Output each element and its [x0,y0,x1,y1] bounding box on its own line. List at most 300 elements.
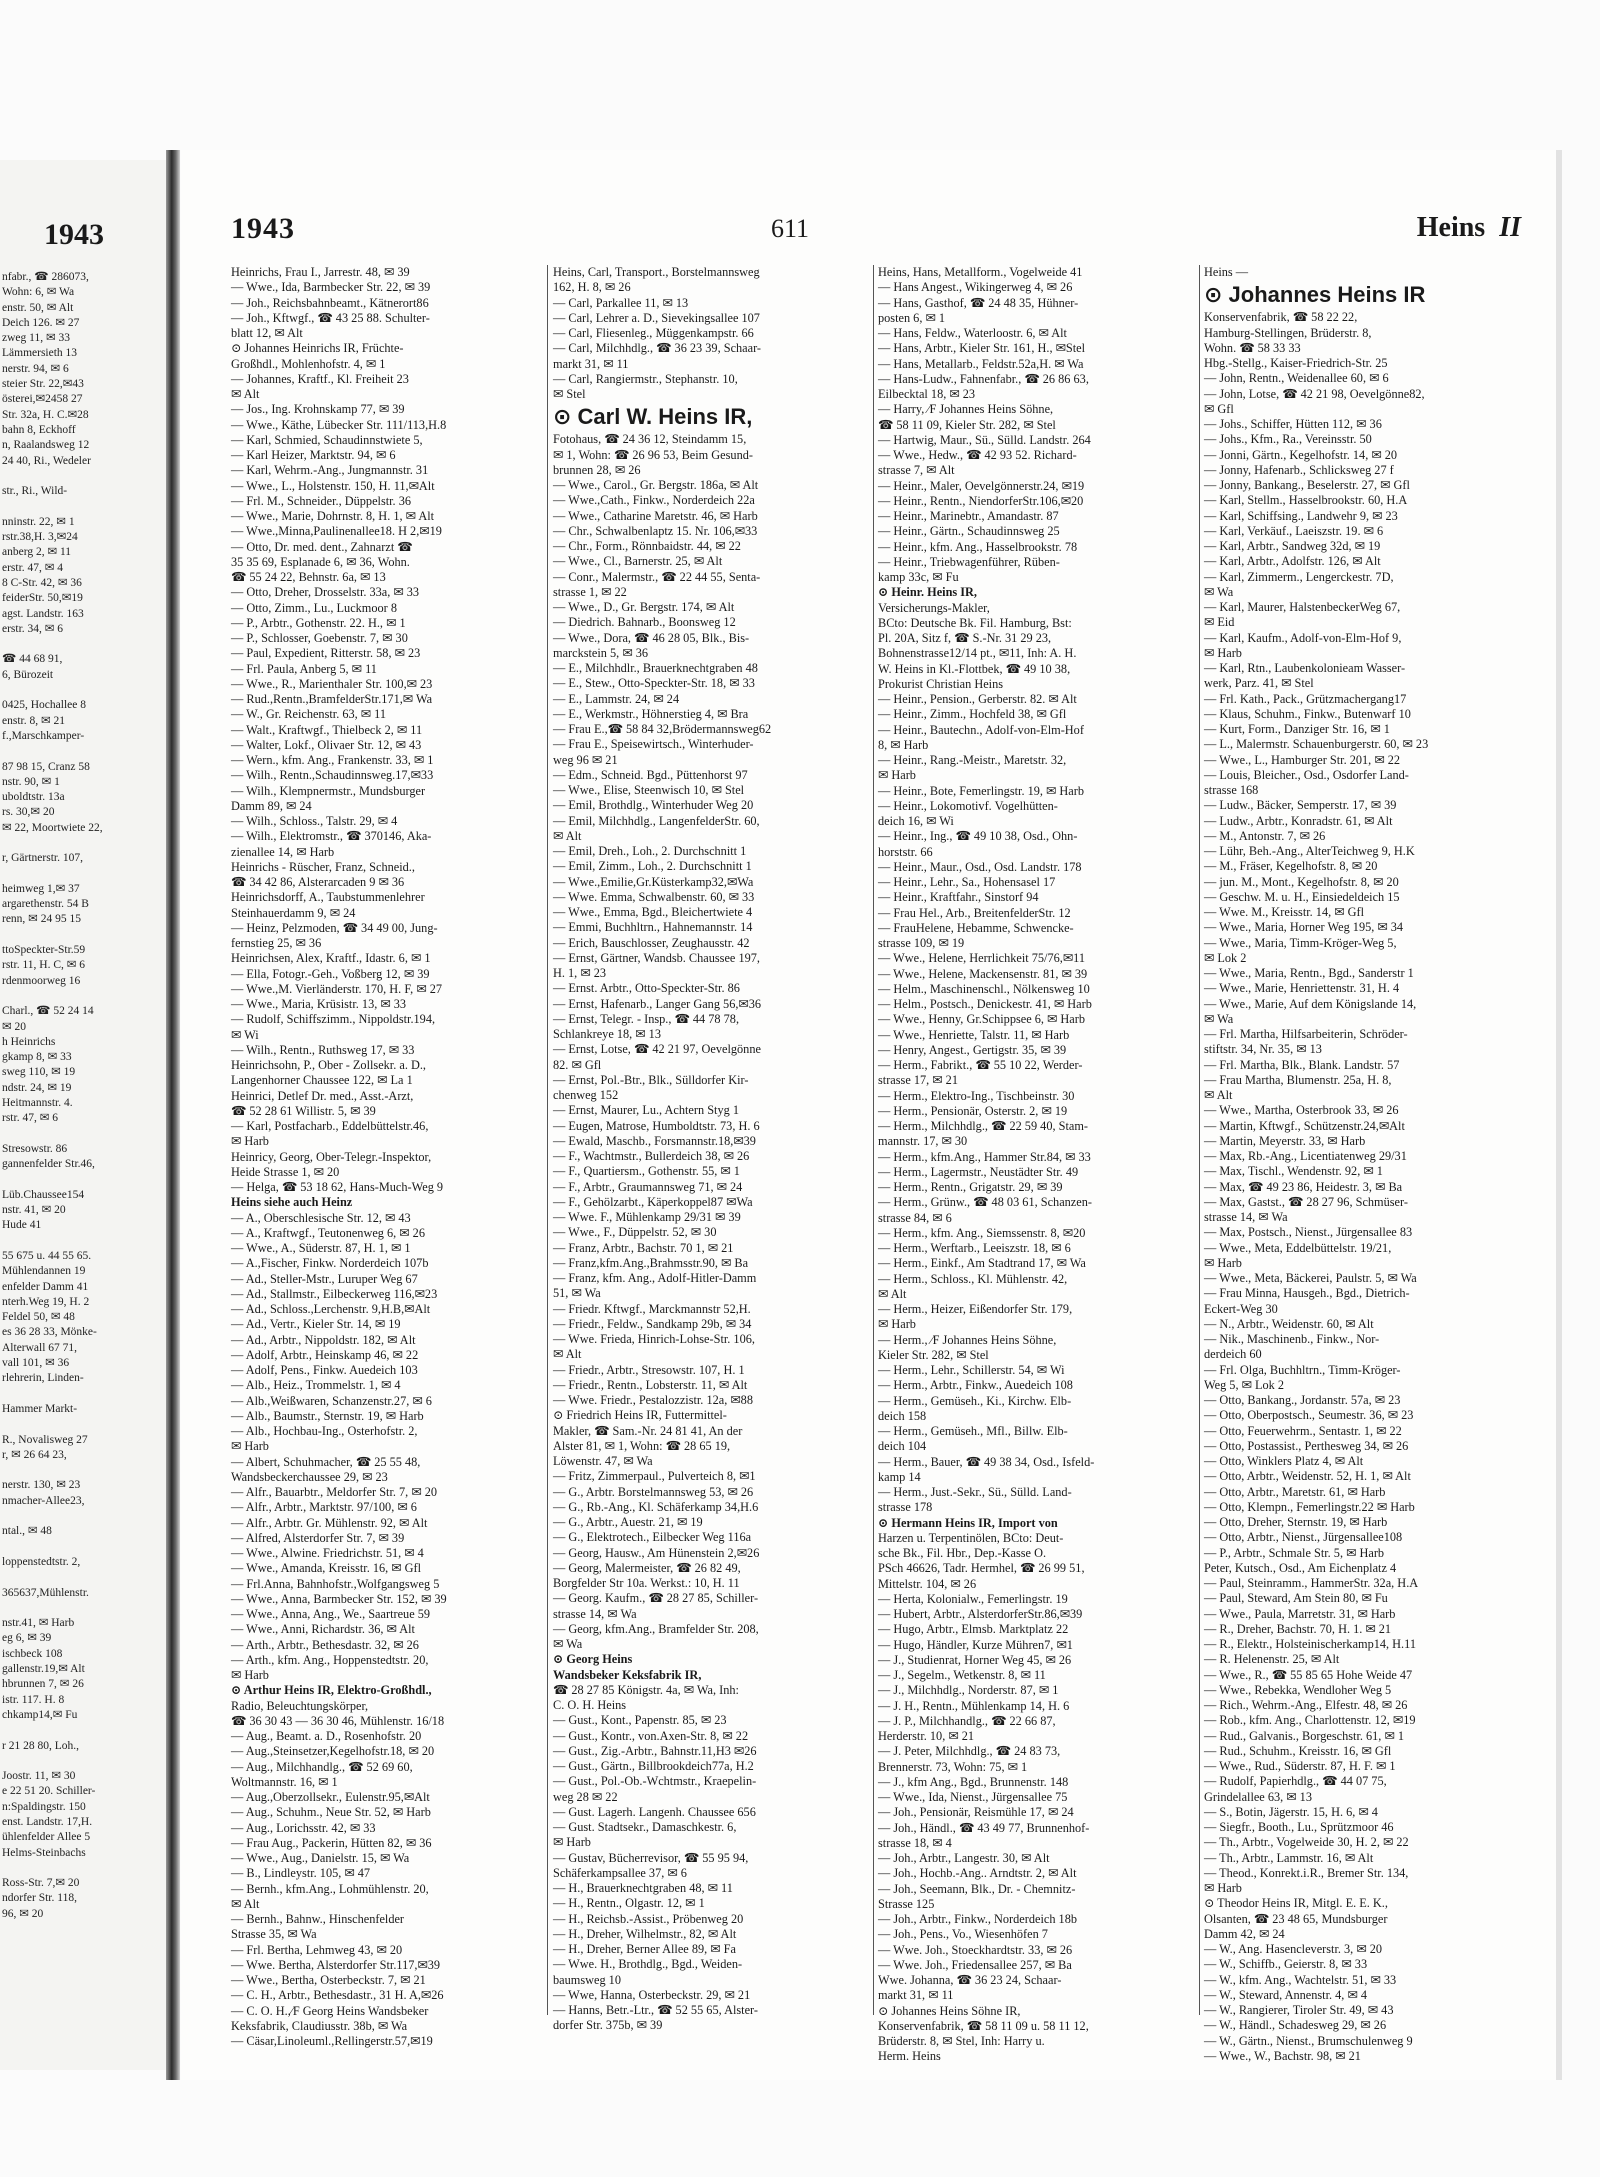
directory-entry-line: — P., Arbtr., Gothenstr. 22. H., ✉ 1 [231,615,406,630]
directory-entry-line: — Herta, Kolonialw., Femerlingstr. 19 [878,1591,1068,1606]
directory-entry-line: — H., Reichsb.-Assist., Pröbenweg 20 [553,1911,744,1926]
directory-entry-line: — Ernst, Hafenarb., Langer Gang 56,✉36 [553,996,762,1011]
previous-page-line [2,1570,166,1585]
directory-entry-line: Strasse 35, ✉ Wa [231,1927,317,1942]
previous-page-line: Wohn: 6, ✉ Wa [2,286,75,299]
previous-page-line: anberg 2, ✉ 11 [2,546,72,559]
directory-entry-line: — Bernh., Bahnw., Hinschenfelder [231,1912,405,1926]
directory-entry-line: ✉ Eid [1204,615,1235,630]
directory-entry-line: Heinrichs - Rüscher, Franz, Schneid., [231,859,415,874]
directory-entry-line: Wandsbeckerchaussee 29, ✉ 23 [231,1469,388,1484]
directory-entry-line: — Heinr., Zimm., Hochfeld 38, ✉ Gfl [878,707,1067,722]
directory-entry-line: — Heinr., Maur., Osd., Osd. Landstr. 178 [878,859,1082,874]
previous-page-line: ✉ 22, Moortwiete 22, [2,821,103,834]
directory-entry-line: — Otto, Arbtr., Weidenstr. 52, H. 1, ✉ Alt [1204,1469,1411,1484]
directory-entry-line: strasse 84, ✉ 6 [878,1210,952,1225]
directory-entry-line: deich 16, ✉ Wi [878,814,954,828]
directory-entry-line: — Wwe., Ida, Nienst., Jürgensallee 75 [878,1790,1068,1804]
directory-entry-line: — Hugo, Händler, Kurze Mühren7, ✉1 [878,1637,1073,1652]
previous-page-line: Mühlendannen 19 [2,1265,86,1278]
directory-entry-line: — Emil, Dreh., Loh., 2. Durchschnitt 1 [553,844,747,858]
directory-entry-line: — Ernst, Maurer, Lu., Achtern Styg 1 [553,1103,739,1118]
directory-entry-line: — Lühr, Beh.-Ang., AlterTeichweg 9, H.K [1204,844,1415,858]
directory-entry-line: ⊙ Friedrich Heins IR, Futtermittel- [553,1408,727,1423]
directory-entry-line: ☎ 52 28 61 Willistr. 5, ✉ 39 [231,1103,376,1118]
previous-page-line: ☎ 44 68 91, [2,653,63,666]
previous-page-line: Ross-Str. 7,✉ 20 [2,1877,80,1890]
directory-entry-line: ✉ 1, Wohn: ☎ 26 96 53, Beim Gesund- [553,447,753,462]
previous-page-line: 0425, Hochallee 8 [2,699,86,712]
directory-entry-line: Borgfelder Str 10a. Werkst.: 10, H. 11 [553,1576,740,1590]
previous-page-line: gkamp 8, ✉ 33 [2,1051,72,1064]
directory-entry-line: — Wwe., Maria, Horner Weg 195, ✉ 34 [1204,920,1404,935]
directory-entry-line: — Ewald, Maschb., Forsmannstr.18,✉39 [553,1133,756,1148]
directory-entry-line: — Karl, Wehrm.-Ang., Jungmannstr. 31 [231,463,429,478]
previous-page-line [2,637,166,652]
directory-entry-line: — Gust. Stadtsekr., Damaschkestr. 6, [553,1820,737,1834]
directory-entry-line: — Wwe., R., Marienthaler Str. 100,✉ 23 [231,676,433,691]
directory-entry-line: — Alfr., Arbtr., Marktstr. 97/100, ✉ 6 [231,1500,417,1515]
directory-entry-line: chenweg 152 [553,1088,619,1102]
directory-entry-line: — Wwe.,M. Vierländerstr. 170, H. F, ✉ 27 [231,981,443,996]
directory-entry-line: — Gust. Lagerh. Langenh. Chaussee 656 [553,1804,756,1819]
directory-entry-line: — Ad., Schloss.,Lerchenstr. 9,H.B,✉Alt [231,1302,431,1316]
directory-entry-line: — Frl. Bertha, Lehmweg 43, ✉ 20 [231,1942,403,1957]
directory-entry-line: ☎ 55 24 22, Behnstr. 6a, ✉ 13 [231,570,386,584]
directory-entry-line: — Herm., Grünw., ☎ 48 03 61, Schanzen- [878,1195,1092,1210]
directory-entry-line: — Herm., Rentn., Grigatstr. 29, ✉ 39 [878,1180,1063,1194]
directory-entry-line: — Arth., kfm. Ang., Hoppenstedtstr. 20, [231,1652,429,1667]
directory-entry-line: — Wwe., Maria, Timm-Kröger-Weg 5, [1204,935,1397,950]
directory-entry-line: ✉ Alt [1204,1088,1233,1102]
directory-entry-line: — Wilh., Schloss., Talstr. 29, ✉ 4 [231,814,398,828]
directory-entry-line: — Wwe., Helene, Herrlichkeit 75/76,✉11 [878,951,1085,966]
directory-entry-line: — Hans, Feldw., Waterloostr. 6, ✉ Alt [878,326,1067,340]
directory-entry-line: — A., Kraftwgf., Teutonenweg 6, ✉ 26 [231,1225,425,1240]
directory-entry-line: — M., Antonstr. 7, ✉ 26 [1204,828,1326,843]
directory-entry-line: — Franz, kfm. Ang., Adolf-Hitler-Damm [553,1271,757,1285]
previous-page-line [2,1509,166,1524]
directory-entry-line: ⊙ Theodor Heins IR, Mitgl. E. E. K., [1204,1896,1388,1911]
directory-entry-line: — Wwe., Käthe, Lübecker Str. 111/113,H.8 [231,417,447,432]
directory-entry-line: mannstr. 17, ✉ 30 [878,1134,968,1149]
previous-page-line: 365637,Mühlenstr. [2,1586,89,1599]
previous-page-line: ntal., ✉ 48 [2,1525,52,1538]
directory-entry-line: — Wwe., Amanda, Kreisstr. 16, ✉ Gfl [231,1561,422,1576]
directory-entry-line: — C. O. H.,⁄F Georg Heins Wandsbeker [231,2003,429,2018]
directory-entry-line: — Ludw., Bäcker, Semperstr. 17, ✉ 39 [1204,798,1397,813]
directory-entry-line: — Wwe., Catharine Maretstr. 46, ✉ Harb [553,508,758,523]
directory-entry-line: posten 6, ✉ 1 [878,310,946,325]
directory-entry-line: — J. P., Milchhandlg., ☎ 22 66 87, [878,1713,1056,1728]
directory-entry-line: markt 31, ✉ 11 [878,1988,954,2003]
directory-entry-line: — Karl, Schiffsing., Landwehr 9, ✉ 23 [1204,508,1398,523]
previous-page-line: rdenmoorweg 16 [2,974,81,987]
previous-page-line: 6, Bürozeit [2,668,54,681]
directory-entry-line: — J. Peter, Milchhdlg., ☎ 24 83 73, [878,1744,1061,1759]
directory-entry-line: Brüderstr. 8, ✉ Stel, Inh: Harry u. [878,2034,1045,2048]
directory-entry-line: — Jos., Ing. Krohnskamp 77, ✉ 39 [231,402,405,417]
directory-entry-line: — Ernst. Arbtr., Otto-Speckter-Str. 86 [553,981,740,996]
previous-page-line: str., Ri., Wild- [2,485,68,498]
directory-entry-line: — Kurt, Form., Danziger Str. 16, ✉ 1 [1204,722,1390,736]
directory-entry-line: kamp 14 [878,1469,921,1484]
directory-entry-line: — W., Gärtn., Nienst., Brumschulenweg 9 [1204,2033,1413,2048]
directory-entry-line: — R. Helenenstr. 25, ✉ Alt [1204,1652,1340,1667]
directory-entry-line: — Wwe., Maria, Krüsistr. 13, ✉ 33 [231,997,407,1011]
directory-entry-line: Heide Strasse 1, ✉ 20 [231,1164,340,1179]
previous-page-line: istr. 117. H. 8 [2,1693,65,1706]
directory-entry-line: — Jonny, Bankang., Beselerstr. 27, ✉ Gfl [1204,478,1410,492]
directory-column-4 [1204,265,1522,2063]
directory-entry-line: — L., Malermstr. Schauenburgerstr. 60, ✉ 23 [1204,737,1429,752]
directory-entry-line: — W., Schiffb., Geierstr. 8, ✉ 33 [1204,1957,1368,1972]
directory-entry-line: — H., Brauerknechtgraben 48, ✉ 11 [553,1881,733,1895]
directory-entry-line: — Wwe., Elise, Steenwisch 10, ✉ Stel [553,783,745,797]
directory-entry-line: Eilbecktal 18, ✉ 23 [878,387,976,401]
directory-entry-line: — Rudolf, Schiffszimm., Nippoldstr.194, [231,1012,436,1027]
previous-page-line: loppenstedtstr. 2, [2,1555,81,1568]
directory-entry-line: — B., Lindleystr. 105, ✉ 47 [231,1866,371,1881]
directory-entry-line: — Frl. Martha, Hilfsarbeiterin, Schröder- [1204,1027,1408,1041]
directory-entry-line: — Wwe., Henriette, Talstr. 11, ✉ Harb [878,1027,1070,1042]
directory-entry-line: — Heinr., Triebwagenführer, Rüben- [878,554,1060,569]
directory-entry-line: — Paul, Steward, Am Stein 80, ✉ Fu [1204,1591,1388,1606]
directory-entry-line: — Franz, Arbtr., Bachstr. 70 1, ✉ 21 [553,1240,734,1255]
directory-entry-line: — Gustav, Bücherrevisor, ☎ 55 95 94, [553,1850,749,1865]
directory-entry-line: — Otto, Dr. med. dent., Zahnarzt ☎ [231,539,413,554]
directory-entry-line: — A., Oberschlesische Str. 12, ✉ 43 [231,1210,411,1225]
directory-entry-line: — Wwe., L., Hamburger Str. 201, ✉ 22 [1204,752,1400,767]
previous-page-line: 8 C-Str. 42, ✉ 36 [2,576,82,589]
previous-page-line [2,836,166,851]
previous-page-line: r 21 28 80, Loh., [2,1739,79,1752]
directory-entry-line: — Wwe., L., Holstenstr. 150, H. 11,✉Alt [231,478,435,493]
directory-entry-line: — Carl, Fliesenleg., Müggenkampstr. 66 [553,326,754,340]
directory-entry-line: — Alfr., Bauarbtr., Meldorfer Str. 7, ✉ 20 [231,1485,438,1499]
directory-entry-line: — Diedrich. Bahnarb., Boonsweg 12 [553,615,736,630]
directory-entry-line: — Wwe., F., Düppelstr. 52, ✉ 30 [553,1225,717,1240]
directory-entry-line: Schäferkampsallee 37, ✉ 6 [553,1865,687,1880]
previous-page-fragment [0,160,168,2070]
directory-entry-line: — Conr., Malermstr., ☎ 22 44 55, Senta- [553,569,761,584]
directory-entry-line: — Otto, Klempn., Femerlingstr.22 ✉ Harb [1204,1499,1415,1514]
directory-entry-line: ☎ 36 30 43 — 36 30 46, Mühlenstr. 16/18 [231,1713,445,1728]
directory-entry-line: ⊙ Johannes Heinrichs IR, Früchte- [231,341,404,356]
directory-entry-line: ✉ Alt [553,1347,582,1362]
directory-entry-line: — Joh., Reichsbahnbeamt., Kätnerort86 [231,295,429,310]
directory-entry-line: — Max, Tischl., Wendenstr. 92, ✉ 1 [1204,1164,1383,1179]
directory-entry-line: — Herm., Arbtr., Finkw., Auedeich 108 [878,1378,1073,1393]
directory-entry-line: — Friedr., Arbtr., Stresowstr. 107, H. 1 [553,1362,745,1377]
directory-entry-line: — W., Rangierer, Tiroler Str. 49, ✉ 43 [1204,2003,1394,2017]
directory-entry-line: — Adolf, Arbtr., Heinskamp 46, ✉ 22 [231,1347,419,1362]
directory-entry-line: — Georg, Hausw., Am Hünenstein 2,✉26 [553,1545,760,1560]
directory-entry-line: — Adolf, Pens., Finkw. Auedeich 103 [231,1363,418,1377]
directory-entry-line: — Helm., Maschinenschl., Nölkensweg 10 [878,981,1090,996]
directory-entry-line: ✉ Wa [553,1637,583,1651]
directory-entry-line: — Rud., Schuhm., Kreisstr. 16, ✉ Gfl [1204,1743,1392,1758]
directory-entry-line: — Heinr., Gärtn., Schaudinnsweg 25 [878,524,1060,539]
directory-entry-line: — Hans, Metallarb., Feldstr.52a,H. ✉ Wa [878,356,1084,371]
directory-entry-line: — Wwe.,Minna,Paulinenallee18. H 2,✉19 [231,524,442,539]
directory-entry-line: — Hans Angest., Wikingerweg 4, ✉ 26 [878,280,1073,295]
directory-entry-line: — R., Elektr., Holsteinischerkamp14, H.11 [1204,1637,1416,1651]
directory-entry-line: — Alfr., Arbtr. Gr. Mühlenstr. 92, ✉ Alt [231,1515,428,1530]
directory-entry-line: — Karl, Kaufm., Adolf-von-Elm-Hof 9, [1204,630,1402,645]
directory-entry-line: — Herm., ⁄F Johannes Heins Söhne, [878,1332,1057,1347]
directory-entry-line: — M., Fräser, Kegelhofstr. 8, ✉ 20 [1204,859,1378,874]
directory-entry-line: — Jonny, Hafenarb., Schlicksweg 27 f [1204,462,1394,477]
directory-entry-line: weg 96 ✉ 21 [553,752,618,767]
directory-entry-line: — Helga, ☎ 53 18 62, Hans-Much-Weg 9 [231,1180,444,1194]
directory-entry-line: — Paul, Steinramm., HammerStr. 32a, H.A [1204,1576,1419,1590]
directory-entry-line: — Aug.,Steinsetzer,Kegelhofstr.18, ✉ 20 [231,1744,435,1759]
directory-entry-line: — Max, Rb.-Ang., Licentiatenweg 29/31 [1204,1149,1407,1163]
directory-entry-line: — Walt., Kraftwgf., Thielbeck 2, ✉ 11 [231,722,423,737]
directory-entry-line: — Wwe., Cl., Barnerstr. 25, ✉ Alt [553,554,723,569]
previous-page-line: f.,Marschkamper- [2,729,85,742]
directory-entry-line: — Frau Martha, Blumenstr. 25a, H. 8, [1204,1072,1392,1087]
previous-page-line: nerstr. 94, ✉ 6 [2,362,69,375]
previous-page-line: 87 98 15, Cranz 58 [2,760,90,773]
directory-entry-line: — Albert, Schuhmacher, ☎ 25 55 48, [231,1454,421,1469]
previous-page-line [2,1127,166,1142]
directory-entry-line: — Frl. M., Schneider., Düppelstr. 36 [231,493,412,508]
directory-entry-line: — Heinr., Marinebtr., Amandastr. 87 [878,509,1059,523]
directory-entry-line: — J., Studienrat, Horner Weg 45, ✉ 26 [878,1652,1072,1667]
previous-page-line: Deich 126. ✉ 27 [2,316,80,329]
directory-entry-line: — Hubert, Arbtr., AlsterdorferStr.86,✉39 [878,1607,1083,1621]
previous-page-line: h Heinrichs [2,1035,56,1048]
directory-entry-line: — Karl Heizer, Marktstr. 94, ✉ 6 [231,448,396,462]
directory-entry-line: — Frau E.,☎ 58 84 32,Brödermannsweg62 [553,722,772,736]
directory-entry-line: — F., Quartiersm., Gothenstr. 55, ✉ 1 [553,1164,740,1179]
directory-entry-line: — Wwe. Frieda, Hinrich-Lohse-Str. 106, [553,1332,755,1346]
directory-entry-line: — Otto, Bankang., Jordanstr. 57a, ✉ 23 [1204,1393,1401,1407]
previous-page-line: Str. 32a, H. C.✉28 [2,408,89,421]
directory-entry-line: — Ernst, Lotse, ☎ 42 21 97, Oevelgönne [553,1042,761,1057]
directory-entry-line: — Ad., Steller-Mstr., Luruper Weg 67 [231,1271,418,1286]
directory-entry-line: — H., Dreher, Wilhelmstr., 82, ✉ Alt [553,1926,737,1941]
directory-entry-line: — Wwe., Marie, Dohrnstr. 8, H. 1, ✉ Alt [231,509,435,523]
directory-entry-line: — Ernst, Pol.-Btr., Blk., Sülldorfer Kir- [553,1072,749,1087]
directory-entry-line: zienallee 14, ✉ Harb [231,844,335,859]
directory-entry-line: — Wwe. Bertha, Alsterdorfer Str.117,✉39 [231,1957,441,1972]
directory-entry-line: — Otto, Arbtr., Nienst., Jürgensallee108 [1204,1530,1403,1545]
directory-entry-line: ✉ Wa [1204,1011,1234,1026]
directory-entry-line: — Herm., Werftarb., Leeiszstr. 18, ✉ 6 [878,1241,1071,1255]
directory-entry-line: — Wwe., Anna, Ang., We., Saartreue 59 [231,1607,431,1621]
directory-entry-line: Pl. 20A, Sitz f, ☎ S.-Nr. 31 29 23, [878,631,1052,645]
directory-entry-line: — E., Werkmstr., Höhnerstieg 4, ✉ Bra [553,706,749,721]
previous-page-line: rstr. 47, ✉ 6 [2,1112,58,1125]
directory-entry-line: — Herm., kfm.Ang., Hammer Str.84, ✉ 33 [878,1149,1091,1164]
directory-entry-line: Grindelallee 63, ✉ 13 [1204,1789,1312,1804]
directory-entry-line: strasse 168 [1204,783,1259,797]
directory-entry-line: — Georg, Malermeister, ☎ 26 82 49, [553,1560,741,1575]
directory-entry-line: ✉ Harb [878,1317,916,1332]
directory-entry-line: — John, Rentn., Weidenallee 60, ✉ 6 [1204,371,1389,386]
directory-entry-line: — Otto, Dreher, Sternstr. 19, ✉ Harb [1204,1515,1388,1529]
directory-entry-line: — Wwe. M., Kreisstr. 14, ✉ Gfl [1204,905,1365,919]
directory-entry-line: — Joh., Arbtr., Finkw., Norderdeich 18b [878,1912,1078,1926]
previous-page-line: r, Gärtnerstr. 107, [2,852,83,865]
directory-entry-line: — Wwe., Anna, Barmbecker Str. 152, ✉ 39 [231,1591,447,1606]
directory-entry-line: Heins — [1204,265,1249,279]
page-number: 611 [771,214,810,243]
directory-entry-line: — E., Milchhdlr., Brauerknechtgraben 48 [553,661,758,675]
directory-entry-line: — Fritz, Zimmerpaul., Pulverteich 8, ✉1 [553,1469,756,1484]
previous-page-line: Lüb.Chaussee154 [2,1188,85,1201]
directory-entry-line: — Heinr., Bote, Femerlingstr. 19, ✉ Harb [878,783,1085,798]
previous-page-line: r, ✉ 26 64 23, [2,1448,67,1461]
directory-entry-line: — Johannes, Kraftf., Kl. Freiheit 23 [231,371,409,386]
directory-entry-line: — Herm., Lehr., Schillerstr. 54, ✉ Wi [878,1363,1065,1377]
directory-entry-line: ✉ Harb [878,768,916,783]
directory-entry-line: — Herm., Schloss., Kl. Mühlenstr. 42, [878,1271,1068,1286]
directory-entry-line: — Arth., Arbtr., Bethesdastr. 32, ✉ 26 [231,1637,419,1652]
directory-entry-line: — Frl. Olga, Buchhltrn., Timm-Kröger- [1204,1362,1401,1377]
directory-entry-line: — Wwe., D., Gr. Bergstr. 174, ✉ Alt [553,600,735,614]
directory-entry-line: — Wwe. F., Mühlenkamp 29/31 ✉ 39 [553,1210,741,1224]
directory-entry-line: ⊙ Arthur Heins IR, Elektro-Großhdl., [231,1683,432,1698]
directory-entry-line: — Max, Gastst., ☎ 28 27 96, Schmüser- [1204,1194,1408,1209]
running-title [1417,212,1521,244]
previous-page-line: uboldtstr. 13a [2,791,65,804]
previous-page-line [2,1173,166,1188]
directory-entry-line: — N., Arbtr., Weidenstr. 60, ✉ Alt [1204,1316,1374,1331]
directory-entry-line: — Wwe., Meta, Eddelbüttelstr. 19/21, [1204,1240,1392,1255]
directory-entry-line: — Frau Aug., Packerin, Hütten 82, ✉ 36 [231,1835,432,1850]
directory-entry-line: — Frl. Martha, Blk., Blank. Landstr. 57 [1204,1057,1400,1072]
previous-page-line: nmacher-Allee23, [2,1494,85,1507]
directory-entry-line: — W., Steward, Annenstr. 4, ✉ 4 [1204,1987,1367,2002]
directory-entry-line: — Ad., Stallmstr., Eilbeckerweg 116,✉23 [231,1286,438,1301]
previous-page-line: Hude 41 [2,1219,42,1232]
directory-entry-line: — Hans-Ludw., Fahnenfabr., ☎ 26 86 63, [878,371,1089,386]
directory-entry-line: Heinrichsen, Alex, Kraftf., Idastr. 6, ✉ 1 [231,951,431,966]
directory-entry-line: Prokurist Christian Heins [878,676,1004,691]
directory-entry-line: Hamburg-Stellingen, Brüderstr. 8, [1204,325,1372,340]
previous-page-line [2,1723,166,1738]
book-gutter [166,150,180,2080]
directory-entry-line: ✉ Gfl [1204,401,1234,416]
directory-entry-line: — Karl, Arbtr., Adolfstr. 126, ✉ Alt [1204,554,1381,569]
directory-entry-line: strasse 109, ✉ 19 [878,936,965,950]
directory-entry-line: — Carl, Milchhdlg., ☎ 36 23 39, Schaar- [553,341,762,356]
directory-entry-line: — Walter, Lokf., Olivaer Str. 12, ✉ 43 [231,737,422,752]
directory-entry-line: ⊙ Hermann Heins IR, Import von [878,1515,1058,1530]
directory-entry-line: ⊙ Johannes Heins IR [1204,282,1426,308]
directory-entry-line: — C. H., Arbtr., Bethesdastr., 31 H. A,✉26 [231,1988,444,2003]
previous-page-line: 55 675 u. 44 55 65. [2,1250,92,1262]
directory-entry-line: — Wilh., Klempnermstr., Mundsburger [231,783,426,798]
directory-entry-line: — Ernst, Telegr. - Insp., ☎ 44 78 78, [553,1011,740,1026]
previous-page-line: nninstr. 22, ✉ 1 [2,515,75,528]
previous-page-line: renn, ✉ 24 95 15 [2,913,81,926]
directory-entry-line: werk, Parz. 41, ✉ Stel [1204,676,1314,691]
directory-entry-line: Heins, Carl, Transport., Borstelmannsweg [553,265,760,279]
previous-page-line: enstr. 8, ✉ 21 [2,714,65,727]
directory-entry-line: — Georg, kfm.Ang., Bramfelder Str. 208, [553,1621,759,1636]
directory-entry-line: — P., Schlosser, Goebenstr. 7, ✉ 30 [231,631,408,645]
directory-entry-line: — Heinr., Pension., Gerberstr. 82. ✉ Alt [878,692,1077,706]
directory-entry-line: — Rich., Wehrm.-Ang., Elfestr. 48, ✉ 26 [1204,1698,1408,1712]
directory-entry-line: — Th., Arbtr., Lammstr. 16, ✉ Alt [1204,1850,1374,1865]
previous-page-line: heimweg 1,✉ 37 [2,882,80,895]
directory-entry-line: — Joh., Pens., Vo., Wiesenhöfen 7 [878,1927,1048,1942]
previous-page-line: agst. Landstr. 163 [2,607,84,620]
directory-entry-line: — Heinr., Ing., ☎ 49 10 38, Osd., Ohn- [878,829,1078,844]
directory-entry-line: — Joh., Händl., ☎ 43 49 77, Brunnenhof- [878,1820,1090,1835]
previous-page-line: steier Str. 22,✉43 [2,378,84,391]
directory-entry-line: — Wwe., Rebekka, Wendloher Weg 5 [1204,1682,1392,1697]
directory-entry-line: — Hugo, Arbtr., Elmsb. Marktplatz 22 [878,1622,1069,1637]
directory-entry-line: ⊙ Heinr. Heins IR, [878,585,978,600]
directory-entry-line: — Wilh., Elektromstr., ☎ 370146, Aka- [231,829,432,844]
directory-entry-line: — J. H., Rentn., Mühlenkamp 14, H. 6 [878,1698,1070,1713]
running-name: Heins [1416,212,1486,243]
previous-page-line: ✉ 20 [2,1020,27,1033]
directory-entry-line: — Ludw., Arbtr., Konradstr. 61, ✉ Alt [1204,813,1393,828]
directory-entry-line: Hbg.-Stellg., Kaiser-Friedrich-Str. 25 [1204,356,1388,370]
directory-entry-line: 82. ✉ Gfl [553,1057,602,1072]
directory-entry-line: — Ad., Arbtr., Nippoldstr. 182, ✉ Alt [231,1332,416,1347]
previous-page-line [2,683,166,698]
directory-entry-line: — Otto, Dreher, Drosselstr. 33a, ✉ 33 [231,585,420,600]
directory-entry-line: deich 104 [878,1439,927,1454]
directory-entry-line: — Geschw. M. u. H., Einsiedeldeich 15 [1204,889,1400,904]
directory-entry-line: — Gust., Pol.-Ob.-Wchtmstr., Kraepelin- [553,1774,757,1789]
directory-entry-line: — Wwe., Henny, Gr.Schippsee 6, ✉ Harb [878,1012,1086,1027]
directory-entry-line: — Chr., Schwalbenlaptz 15. Nr. 106,✉33 [553,523,758,538]
previous-page-line: enst. Landstr. 17,H. [2,1815,93,1828]
directory-entry-line: ⊙ Johannes Heins Söhne IR, [878,2003,1021,2018]
directory-entry-line: — E., Stew., Otto-Speckter-Str. 18, ✉ 33 [553,676,755,691]
directory-entry-line: ✉ Harb [231,1668,269,1682]
previous-page-line: nstr. 41, ✉ 20 [2,1204,66,1217]
directory-entry-line: — Frl. Paula, Anberg 5, ✉ 11 [231,661,377,676]
directory-entry-line: — Alb., Hochbau-Ing., Osterhofstr. 2, [231,1424,418,1438]
directory-entry-line: — Frl. Kath., Pack., Grützmachergang17 [1204,691,1407,706]
page-edge [1556,150,1562,2080]
previous-page-line: nstr. 90, ✉ 1 [2,775,60,788]
directory-entry-line: — Carl, Parkallee 11, ✉ 13 [553,295,689,310]
directory-entry-line: — Alb.,Weißwaren, Schanzenstr.27, ✉ 6 [231,1393,432,1408]
directory-entry-line: — H., Rentn., Olgastr. 12, ✉ 1 [553,1896,705,1911]
directory-entry-line: — Heinr., Rentn., NiendorferStr.106,✉20 [878,493,1084,508]
directory-entry-line: Versicherungs-Makler, [878,600,990,615]
previous-page-line [2,1417,166,1432]
directory-entry-line: strasse 7, ✉ Alt [878,463,955,478]
directory-entry-line: — Herm., kfm. Ang., Siemssenstr. 8, ✉20 [878,1225,1086,1240]
directory-entry-line: — Alb., Baumstr., Sternstr. 19, ✉ Harb [231,1408,424,1423]
directory-entry-line: — R., Dreher, Bachstr. 70, H. 1. ✉ 21 [1204,1621,1392,1636]
directory-entry-line: — Bernh., kfm.Ang., Lohmühlenstr. 20, [231,1881,429,1896]
directory-column-3 [878,265,1194,2064]
directory-entry-line: strasse 17, ✉ 21 [878,1073,958,1088]
directory-entry-line: — Rud., Galvanis., Borgeschstr. 61, ✉ 1 [1204,1728,1404,1743]
directory-entry-line: — Herm., Just.-Sekr., Sü., Sülld. Land- [878,1485,1072,1499]
directory-entry-line: — Herm., Bauer, ☎ 49 38 34, Osd., Isfeld- [878,1454,1095,1469]
directory-entry-line: — Erich, Bauschlosser, Zeughausstr. 42 [553,935,750,950]
directory-entry-line: — Herm., Gemüseh., Mfl., Billw. Elb- [878,1424,1068,1438]
previous-page-text [2,270,166,1922]
directory-entry-line: derdeich 60 [1204,1347,1262,1362]
directory-entry-line: W. Heins in Kl.-Flottbek, ☎ 49 10 38, [878,661,1071,676]
previous-page-line: ühlenfelder Allee 5 [2,1831,91,1844]
